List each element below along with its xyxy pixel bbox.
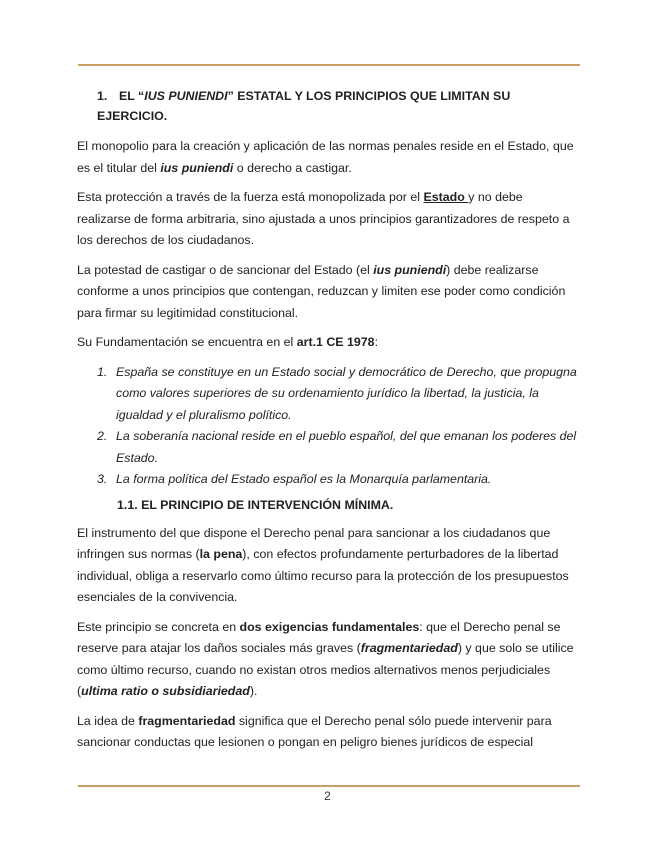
paragraph-4: Su Fundamentación se encuentra en el art.1 CE 1978:	[77, 335, 379, 349]
ius-puniendi-term: IUS PUNIENDI	[144, 89, 228, 103]
list-item: 3. La forma política del Estado español es la Monarquía parlamentaria.	[97, 472, 492, 486]
paragraph-5: El instrumento del que dispone el Derecho penal para sancionar a los ciudadanos que infringen sus normas (la pena), con efectos profundamente perturbadores de la libertad individual, obliga a reservarlo como último recurso para la protección de los presupuestos esenciales de la convivencia.	[77, 525, 569, 604]
list-item: 1. España se constituye en un Estado social y democrático de Derecho, que propugna como valores superiores de su ordenamiento jurídico la libertad, la justicia, la igualdad y el pluralismo político.	[97, 364, 577, 422]
section-number: 1.	[97, 89, 108, 103]
subsection-heading: 1.1. EL PRINCIPIO DE INTERVENCIÓN MÍNIMA.	[117, 497, 394, 512]
list-item: 2. La soberanía nacional reside en el pueblo español, del que emanan los poderes del Estado.	[97, 429, 577, 465]
document-body	[77, 86, 579, 762]
paragraph-2: Esta protección a través de la fuerza está monopolizada por el Estado y no debe realizarse de forma arbitraria, sino ajustada a unos principios garantizadores de respeto a los derechos de los ciudadanos.	[77, 190, 570, 247]
paragraph-7: La idea de fragmentariedad significa que el Derecho penal sólo puede intervenir para sancionar conductas que lesionen o pongan en peligro bienes jurídicos de especial	[77, 713, 552, 749]
paragraph-6: Este principio se concreta en dos exigencias fundamentales: que el Derecho penal se reserve para atajar los daños sociales más graves (fragmentariedad) y que solo se utilice como último recurso, cuando no existan otros medios alternativos menos perjudiciales (ultima ratio o subsidiariedad).	[77, 619, 574, 698]
page-number: 2	[324, 789, 331, 803]
bottom-rule	[78, 785, 580, 787]
paragraph-1: El monopolio para la creación y aplicación de las normas penales reside en el Estado, que es el titular del ius puniendi o derecho a castigar.	[77, 139, 574, 175]
section-heading: 1. EL “IUS PUNIENDI” ESTATAL Y LOS PRINCIPIOS QUE LIMITAN SU EJERCICIO.	[77, 86, 579, 126]
top-rule	[78, 64, 580, 66]
estado-term: Estado	[423, 190, 469, 204]
constitution-article-list	[77, 362, 579, 491]
paragraph-3: La potestad de castigar o de sancionar del Estado (el ius puniendi) debe realizarse conforme a unos principios que contengan, reduzcan y limiten ese poder como condición para firmar su legitimidad constitucional.	[77, 262, 566, 320]
